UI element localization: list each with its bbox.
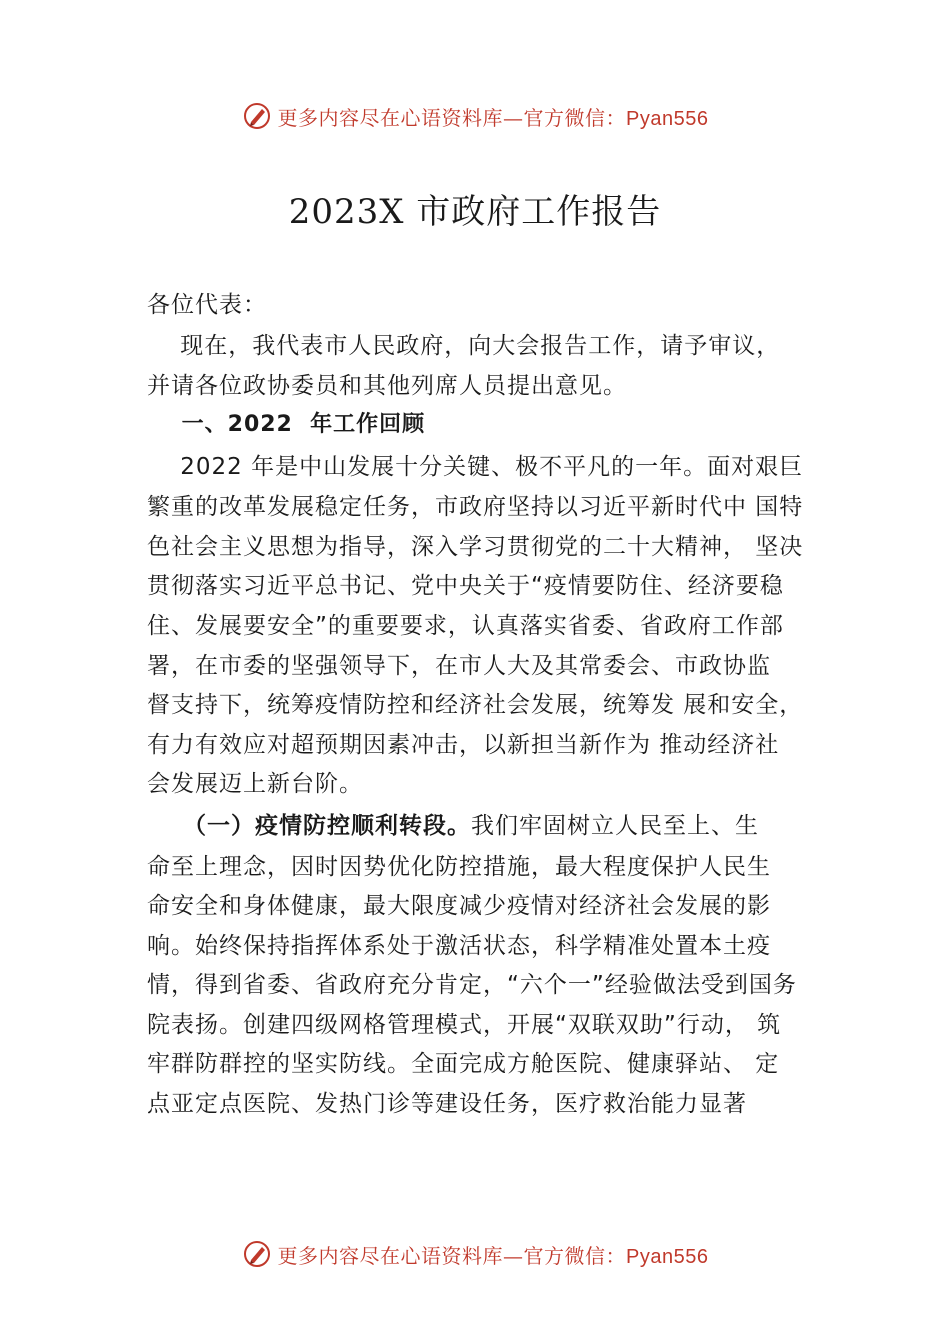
intro-line: 现在，我代表市人民政府，向大会报告工作，请予审议， (147, 333, 781, 359)
body-line: 院表扬。创建四级网格管理模式，开展“双联双助”行动， 筑 (147, 1012, 782, 1038)
document-title: 2023X 市政府工作报告 (288, 192, 662, 232)
intro-line: 并请各位政协委员和其他列席人员提出意见。 (147, 373, 627, 399)
watermark-footer (0, 1234, 950, 1274)
watermark-header (0, 96, 950, 136)
body-line: 色社会主义思想为指导，深入学习贯彻党的二十大精神， 坚决 (147, 534, 804, 560)
watermark-text: 更多内容尽在心语资料库—官方微信：Pyan556 (277, 105, 709, 130)
pen-logo-icon (242, 101, 272, 131)
section-heading: 一、2022 年工作回顾 (147, 412, 426, 437)
body-line: 有力有效应对超预期因素冲击，以新担当新作为 推动经济社 (147, 732, 780, 758)
pen-logo-icon (242, 1239, 272, 1269)
subsection-heading: （一）疫情防控顺利转段。 (147, 813, 472, 839)
body-line: 2022 年是中山发展十分关键、极不平凡的一年。面对艰巨 (147, 454, 804, 480)
body-line: 命至上理念，因时因势优化防控措施，最大程度保护人民生 (147, 854, 771, 880)
body-line: 署，在市委的坚强领导下，在市人大及其常委会、市政协监 (147, 653, 771, 679)
body-line: 督支持下，统筹疫情防控和经济社会发展，统筹发 展和安全， (147, 692, 804, 718)
body-line: 会发展迈上新台阶。 (147, 771, 363, 797)
body-line: 响。始终保持指挥体系处于激活状态，科学精准处置本土疫 (147, 933, 771, 959)
body-line: 点亚定点医院、发热门诊等建设任务，医疗救治能力显著 (147, 1091, 747, 1117)
body-line: 牢群防群控的坚实防线。全面完成方舱医院、健康驿站、 定 (147, 1051, 780, 1077)
greeting: 各位代表： (147, 292, 267, 318)
body-line: 住、发展要安全”的重要要求，认真落实省委、省政府工作部 (147, 613, 784, 639)
body-line: 贯彻落实习近平总书记、党中央关于“疫情要防住、经济要稳 (147, 573, 784, 599)
watermark-text: 更多内容尽在心语资料库—官方微信：Pyan556 (277, 1243, 709, 1268)
body-line: 命安全和身体健康，最大限度减少疫情对经济社会发展的影 (147, 893, 771, 919)
subsection-text: 我们牢固树立人民至上、生 (471, 813, 760, 839)
body-line: 繁重的改革发展稳定任务，市政府坚持以习近平新时代中 国特 (147, 494, 804, 520)
subsection-line (147, 807, 759, 840)
body-line: 情，得到省委、省政府充分肯定，“六个一”经验做法受到国务 (147, 972, 797, 998)
